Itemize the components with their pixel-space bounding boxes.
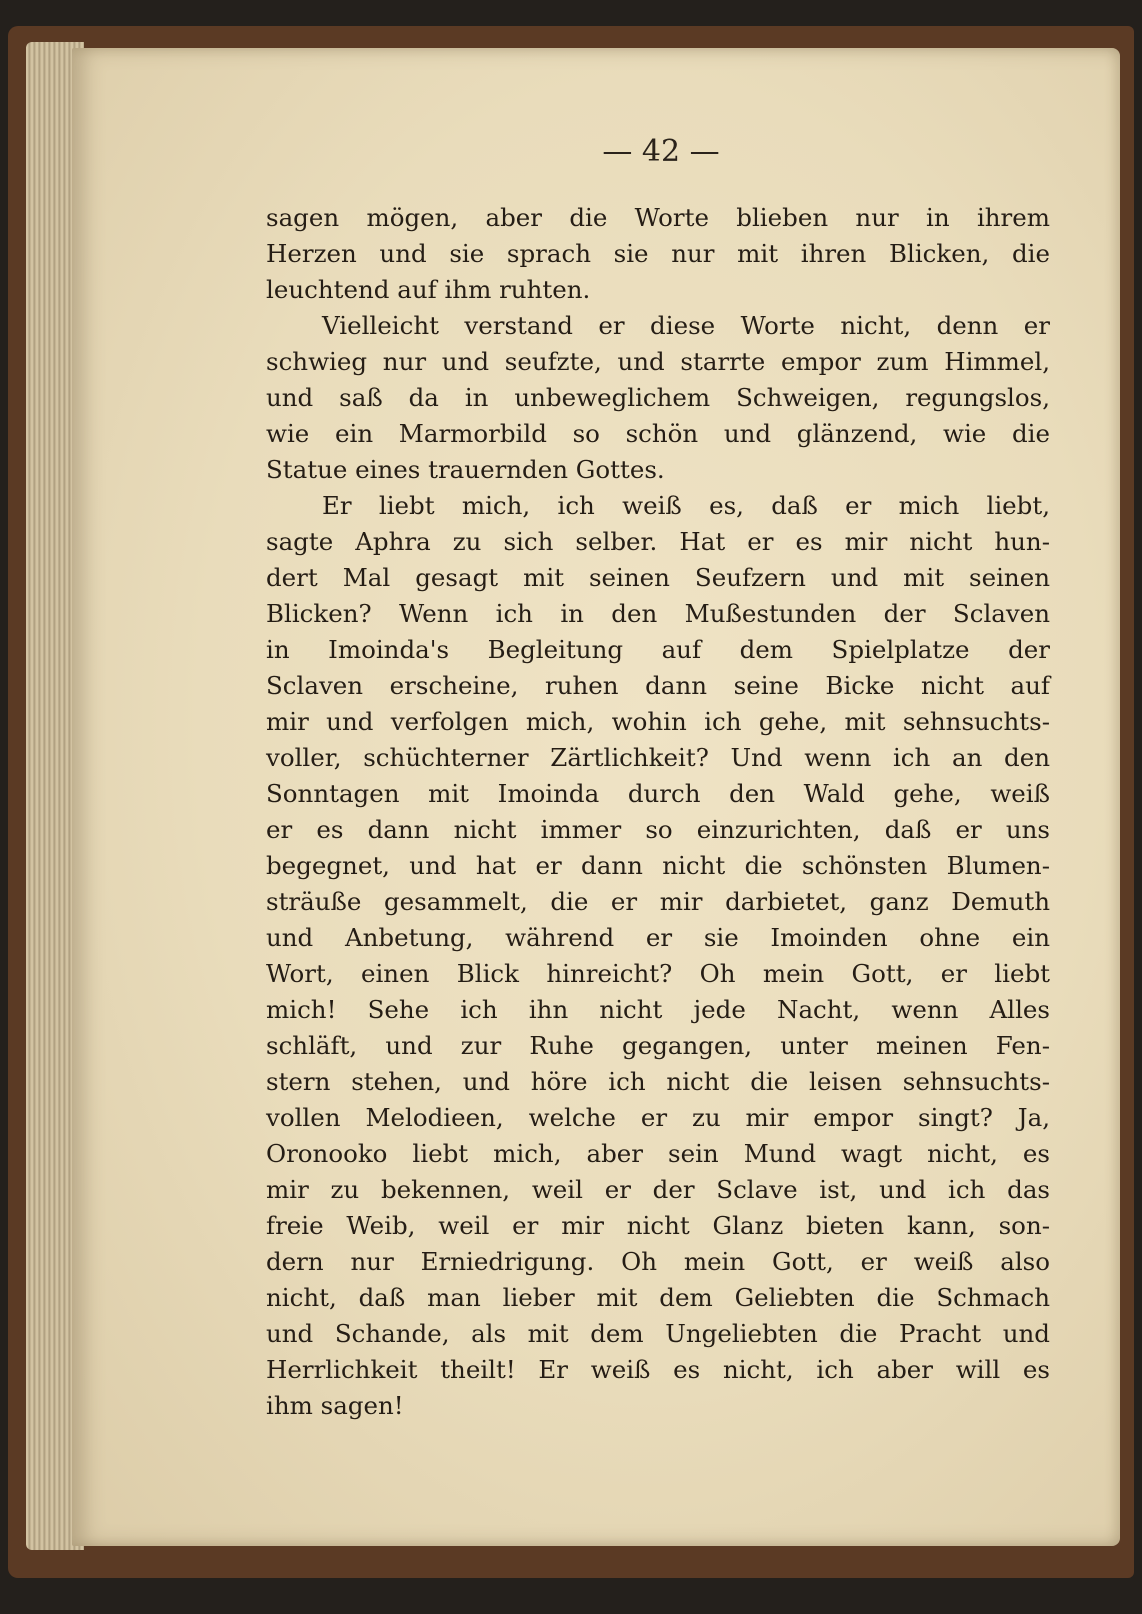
text-line: voller, schüchterner Zärtlichkeit? Und wenn ich an den	[266, 743, 1050, 772]
text-line: leuchtend auf ihm ruhten.	[266, 275, 591, 304]
text-line: wie ein Marmorbild so schön und glänzend, wie die	[266, 419, 1050, 448]
text-line: stern stehen, und höre ich nicht die leisen sehnsuchts-	[266, 1067, 1050, 1096]
text-line: Herzen und sie sprach sie nur mit ihren Blicken, die	[266, 239, 1050, 268]
text-line: sträuße gesammelt, die er mir darbietet, ganz Demuth	[266, 887, 1050, 916]
text-line: Wort, einen Blick hinreicht? Oh mein Gott, er liebt	[266, 959, 1050, 988]
text-line: er es dann nicht immer so einzurichten, daß er uns	[266, 815, 1050, 844]
text-line: und saß da in unbeweglichem Schweigen, regungslos,	[266, 383, 1050, 412]
body-text	[266, 200, 1050, 1424]
page-number: — 42 —	[602, 134, 720, 169]
text-line: ihm sagen!	[266, 1391, 404, 1420]
text-line: Sonntagen mit Imoinda durch den Wald gehe, weiß	[266, 779, 1050, 808]
text-line: nicht, daß man lieber mit dem Geliebten die Schmach	[266, 1283, 1050, 1312]
text-line: dern nur Erniedrigung. Oh mein Gott, er weiß also	[266, 1247, 1050, 1276]
text-line: Sclaven erscheine, ruhen dann seine Bicke nicht auf	[266, 671, 1050, 700]
text-line: mir zu bekennen, weil er der Sclave ist, und ich das	[266, 1175, 1050, 1204]
text-line: Statue eines trauernden Gottes.	[266, 455, 665, 484]
text-line: Blicken? Wenn ich in den Mußestunden der Sclaven	[266, 599, 1050, 628]
text-line: Oronooko liebt mich, aber sein Mund wagt nicht, es	[266, 1139, 1050, 1168]
text-line: dert Mal gesagt mit seinen Seufzern und mit seinen	[266, 563, 1050, 592]
text-line: schwieg nur und seufzte, und starrte empor zum Himmel,	[266, 347, 1050, 376]
text-line: schläft, und zur Ruhe gegangen, unter meinen Fen-	[266, 1031, 1050, 1060]
text-line: und Anbetung, während er sie Imoinden ohne ein	[266, 923, 1050, 952]
text-line: in Imoinda's Begleitung auf dem Spielplatze der	[266, 635, 1050, 664]
text-line: Er liebt mich, ich weiß es, daß er mich liebt,	[322, 491, 1050, 520]
text-line: sagen mögen, aber die Worte blieben nur in ihrem	[266, 203, 1050, 232]
text-line: mich! Sehe ich ihn nicht jede Nacht, wenn Alles	[266, 995, 1050, 1024]
text-line: vollen Melodieen, welche er zu mir empor singt? Ja,	[266, 1103, 1050, 1132]
text-line: mir und verfolgen mich, wohin ich gehe, mit sehnsuchts-	[266, 707, 1050, 736]
text-line: sagte Aphra zu sich selber. Hat er es mir nicht hun-	[266, 527, 1050, 556]
text-line: begegnet, und hat er dann nicht die schönsten Blumen-	[266, 851, 1050, 880]
text-line: und Schande, als mit dem Ungeliebten die Pracht und	[266, 1319, 1050, 1348]
text-line: Herrlichkeit theilt! Er weiß es nicht, ich aber will es	[266, 1355, 1050, 1384]
text-line: Vielleicht verstand er diese Worte nicht, denn er	[322, 311, 1050, 340]
text-line: freie Weib, weil er mir nicht Glanz bieten kann, son-	[266, 1211, 1050, 1240]
